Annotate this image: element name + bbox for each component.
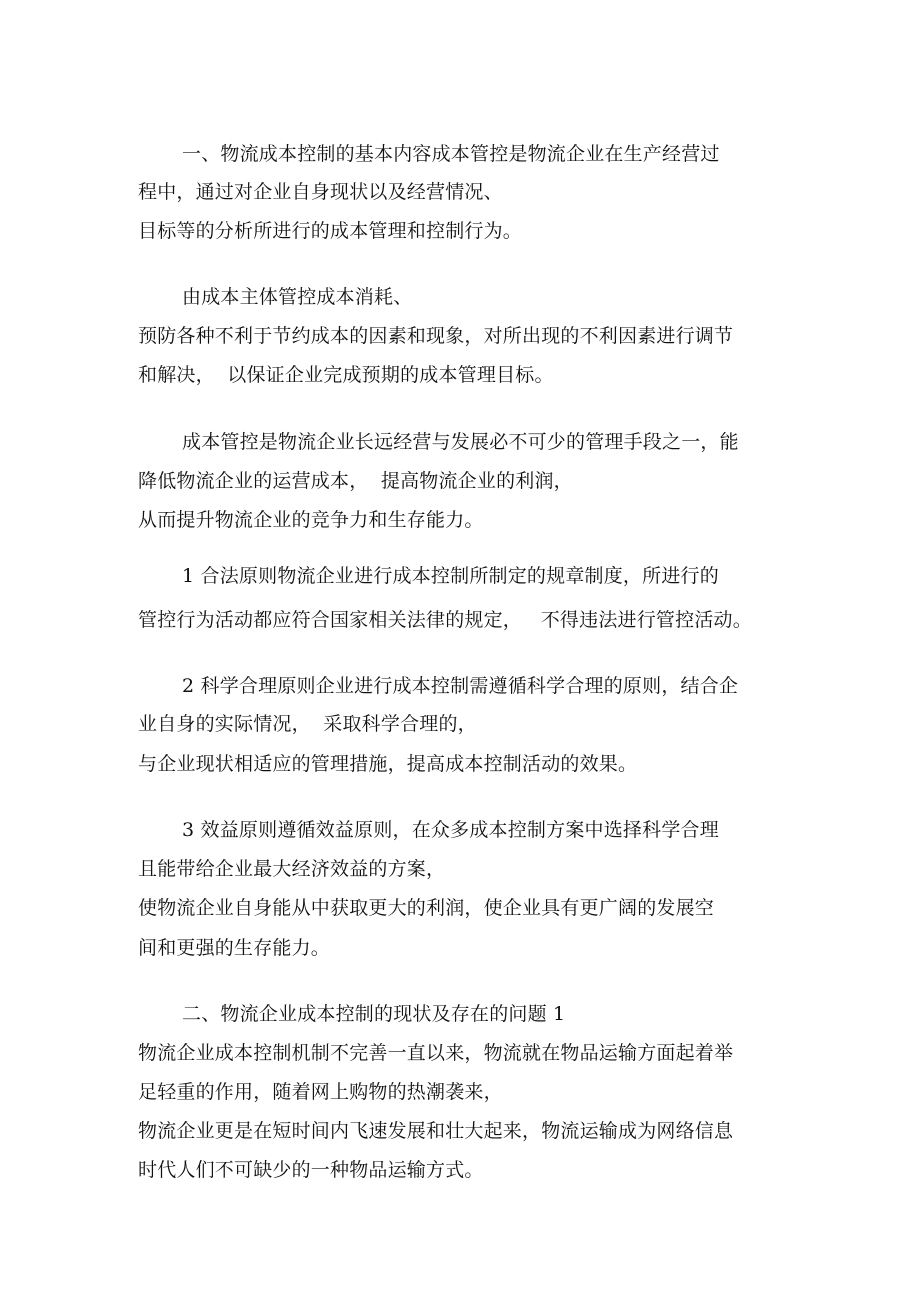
paragraph-line: 与企业现状相适应的管理措施，提高成本控制活动的效果。 <box>138 753 638 775</box>
paragraph-line: 3 效益原则遵循效益原则，在众多成本控制方案中选择科学合理 <box>182 819 719 841</box>
paragraph-line: 一、物流成本控制的基本内容成本管控是物流企业在生产经营过 <box>182 143 720 165</box>
section-heading-line: 二、物流企业成本控制的现状及存在的问题 1 <box>182 1003 566 1025</box>
paragraph-line: 降低物流企业的运营成本， 提高物流企业的利润， <box>138 470 573 492</box>
paragraph-line: 物流企业成本控制机制不完善一直以来，物流就在物品运输方面起着举 <box>138 1042 734 1064</box>
paragraph-line: 预防各种不利于节约成本的因素和现象，对所出现的不利因素进行调节 <box>138 325 734 347</box>
paragraph-line: 且能带给企业最大经济效益的方案， <box>138 858 446 880</box>
paragraph-line: 使物流企业自身能从中获取更大的利润，使企业具有更广阔的发展空 <box>138 897 715 919</box>
paragraph-line: 业自身的实际情况， 采取科学合理的， <box>138 713 477 735</box>
paragraph-line: 物流企业更是在短时间内飞速发展和壮大起来，物流运输成为网络信息 <box>138 1120 734 1142</box>
paragraph-line: 程中，通过对企业自身现状以及经营情况、 <box>138 181 503 203</box>
paragraph-line: 1 合法原则物流企业进行成本控制所制定的规章制度，所进行的 <box>182 565 719 587</box>
paragraph-line: 2 科学合理原则企业进行成本控制需遵循科学合理的原则，结合企 <box>182 675 739 697</box>
paragraph-line: 足轻重的作用，随着网上购物的热潮袭来， <box>138 1081 503 1103</box>
paragraph-line: 由成本主体管控成本消耗、 <box>182 286 413 308</box>
paragraph-line: 管控行为活动都应符合国家相关法律的规定， 不得违法进行管控活动。 <box>138 609 752 631</box>
paragraph-line: 和解决， 以保证企业完成预期的成本管理目标。 <box>138 364 554 386</box>
paragraph-line: 目标等的分析所进行的成本管理和控制行为。 <box>138 220 523 242</box>
paragraph-line: 成本管控是物流企业长远经营与发展必不可少的管理手段之一，能 <box>182 431 739 453</box>
paragraph-line: 间和更强的生存能力。 <box>138 937 331 959</box>
paragraph-line: 时代人们不可缺少的一种物品运输方式。 <box>138 1159 484 1181</box>
paragraph-line: 从而提升物流企业的竞争力和生存能力。 <box>138 509 484 531</box>
